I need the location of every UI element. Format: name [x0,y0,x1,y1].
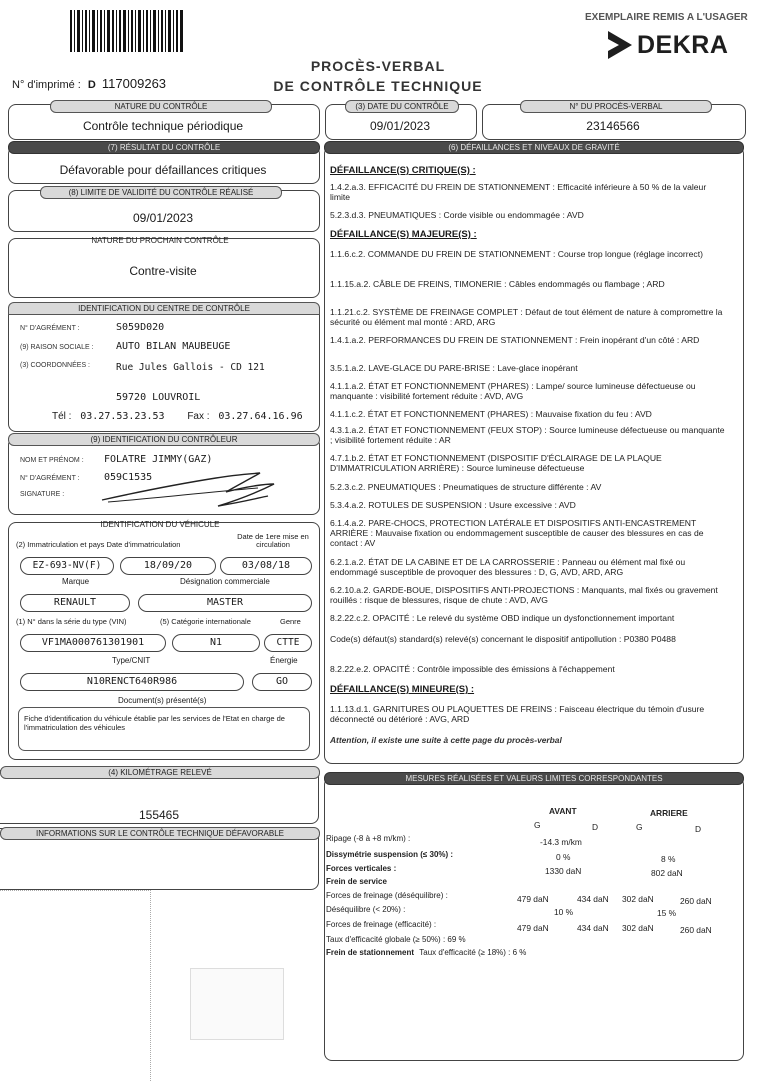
prochain-header: NATURE DU PROCHAIN CONTRÔLE [91,236,229,245]
dissym-arriere: 8 % [661,854,676,864]
majeure-item: 4.1.1.c.2. ÉTAT ET FONCTIONNEMENT (PHARES) : Mauvaise fixation du feu : AVD [330,409,652,419]
date-header: (3) DATE DU CONTRÔLE [345,100,459,113]
centre-raison-value: AUTO BILAN MAUBEUGE [116,341,231,352]
dekra-logo [607,28,728,62]
desequilibre-label: Déséquilibre (< 20%) : [326,905,406,914]
type-value: N10RENCT640R986 [20,673,244,691]
avant-header: AVANT [549,806,577,816]
desequilibre-force-avg: 479 daN [517,894,549,904]
controleur-signature-label: SIGNATURE : [20,491,65,498]
mesures-header: MESURES RÉALISÉES ET VALEURS LIMITES CORRESPONDANTES [324,772,744,785]
forces-vert-avant: 1330 daN [545,866,582,876]
desequilibre-force-arg: 302 daN [622,894,654,904]
kilometrage-header: (4) KILOMÉTRAGE RELEVÉ [0,766,320,779]
resultat-value: Défavorable pour défaillances critiques [59,163,267,177]
centre-coord-label: (3) COORDONNÉES : [20,362,91,369]
energie-label: Énergie [270,656,298,665]
defaillances-header: (6) DÉFAILLANCES ET NIVEAUX DE GRAVITÉ [324,141,744,154]
title-line-2: DE CONTRÔLE TECHNIQUE [273,78,483,94]
desequilibre-force-avd: 434 daN [577,894,609,904]
designation-value: MASTER [138,594,312,612]
date-immat-value: 18/09/20 [120,557,216,575]
tel-label: Tél : [52,411,72,422]
frein-stat-value: Taux d'efficacité (≥ 18%) : 6 % [419,948,527,957]
controleur-nom-value: FOLATRE JIMMY(GAZ) [104,454,213,465]
vehicule-header: IDENTIFICATION DU VÉHICULE [100,520,220,529]
majeure-item: Code(s) défaut(s) standard(s) relevé(s) concernant le dispositif antipollution : P0380 P0488 [330,634,676,644]
documents-label: Document(s) présenté(s) [118,696,207,705]
critique-item: 1.4.2.a.3. EFFICACITÉ DU FREIN DE STATIONNEMENT : Efficacité inférieure à 50 % de la valeur limite [330,182,707,202]
centre-adresse: Rue Jules Gallois - CD 121 [116,362,265,373]
imprime-value: 117009263 [101,76,167,91]
desequilibre-arriere: 15 % [657,908,677,918]
page-title [260,58,496,94]
immat-header: (2) Immatriculation et pays Date d'immatriculation [16,540,181,549]
efficacite-force-avd: 434 daN [577,923,609,933]
fax-label: Fax : [187,411,210,422]
brand-name: DEKRA [637,30,729,59]
critiques-title: DÉFAILLANCE(S) CRITIQUE(S) : [330,165,476,176]
centre-raison-label: (9) RAISON SOCIALE : [20,344,94,351]
majeure-item: 8.2.22.c.2. OPACITÉ : Le relevé du système OBD indique un dysfonctionnement important [330,613,675,623]
fax-value: 03.27.64.16.96 [218,411,303,422]
genre-label: Genre [280,617,301,626]
dekra-chevron-icon [607,30,633,60]
centre-agrement-value: S059D020 [116,322,165,333]
desequilibre-forces-label: Forces de freinage (déséquilibre) : [326,891,448,900]
ripage-value: -14.3 m/km [540,837,582,847]
marque-label: Marque [62,577,90,586]
majeure-item: 4.3.1.a.2. ÉTAT ET FONCTIONNEMENT (FEUX STOP) : Source lumineuse défectueuse ou manquante ; visibilité fortement réduite : AR [330,425,725,445]
kilometrage-value: 155465 [138,808,180,822]
barcode-icon [70,10,185,52]
dissym-avant: 0 % [556,852,571,862]
efficacite-force-arg: 302 daN [622,923,654,933]
majeure-item: 1.4.1.a.2. PERFORMANCES DU FREIN DE STATIONNEMENT : Frein inopérant d'un côté : ARD [330,335,700,345]
arriere-header: ARRIERE [650,808,688,818]
centre-header: IDENTIFICATION DU CENTRE DE CONTRÔLE [8,302,320,315]
categorie-value: N1 [172,634,260,652]
imprime-letter: D [87,79,96,91]
forces-vert-arriere: 802 daN [651,868,683,878]
arriere-g: G [636,822,643,832]
desequilibre-force-ard: 260 daN [680,896,712,906]
nature-header: NATURE DU CONTRÔLE [50,100,272,113]
majeure-item: 4.7.1.b.2. ÉTAT ET FONCTIONNEMENT (DISPOSITIF D'ÉCLAIRAGE DE LA PLAQUE D'IMMATRICULATION ARRIÈRE) : Source lumineuse défectueuse [330,453,662,473]
majeure-item: 3.5.1.a.2. LAVE-GLACE DU PARE-BRISE : Lave-glace inopérant [330,363,578,373]
majeure-item: 8.2.22.e.2. OPACITÉ : Contrôle impossible des émissions à l'échappement [330,664,615,674]
marque-value: RENAULT [20,594,130,612]
date-circ-value: 03/08/18 [220,557,312,575]
imprime-number [12,76,166,91]
energie-value: GO [252,673,312,691]
controleur-header: (9) IDENTIFICATION DU CONTRÔLEUR [8,433,320,446]
centre-ville: 59720 LOUVROIL [116,392,201,403]
barcode [70,10,185,52]
controleur-nom-label: NOM ET PRÉNOM : [20,457,84,464]
majeure-item: 6.2.10.a.2. GARDE-BOUE, DISPOSITIFS ANTI-PROJECTIONS : Manquants, mal fixés ou gravement rouillés : risque de blessures, risque de chute : AVD, AVG [330,585,718,605]
majeure-item: 1.1.6.c.2. COMMANDE DU FREIN DE STATIONNEMENT : Course trop longue (réglage incorrect) [330,249,703,259]
title-line-1: PROCÈS-VERBAL [310,58,446,74]
efficacite-force-ard: 260 daN [680,925,712,935]
resultat-header: (7) RÉSULTAT DU CONTRÔLE [8,141,320,154]
efficacite-forces-label: Forces de freinage (efficacité) : [326,920,437,929]
exemplaire-label: EXEMPLAIRE REMIS A L'USAGER [585,12,748,23]
categorie-label: (5) Catégorie internationale [160,617,251,626]
mineure-item: 1.1.13.d.1. GARNITURES OU PLAQUETTES DE FREINS : Faisceau électrique du témoin d'usure déconnecté ou détérioré : AVG, ARD [330,704,705,724]
vin-label: (1) N° dans la série du type (VIN) [16,617,127,626]
majeure-item: 5.2.3.c.2. PNEUMATIQUES : Pneumatiques de structure différente : AV [330,482,602,492]
documents-value: Fiche d'identification du véhicule établie par les services de l'Etat en charge de l'immatriculation des véhicules [24,714,285,732]
genre-value: CTTE [264,634,312,652]
prochain-value: Contre-visite [129,264,197,278]
date-value: 09/01/2023 [369,119,431,133]
ripage-label: Ripage (-8 à +8 m/km) : [326,834,411,843]
majeure-item: 5.3.4.a.2. ROTULES DE SUSPENSION : Usure excessive : AVD [330,500,576,510]
immat-value: EZ-693-NV(F) [20,557,114,575]
avant-g: G [534,820,541,830]
validite-value: 09/01/2023 [132,211,194,225]
type-label: Type/CNIT [112,656,151,665]
controleur-agrement-label: N° D'AGRÉMENT : [20,475,80,482]
controleur-agrement-value: 059C1535 [104,472,153,483]
mineures-title: DÉFAILLANCE(S) MINEURE(S) : [330,684,475,695]
efficacite-force-avg: 479 daN [517,923,549,933]
frein-stat-label: Frein de stationnement [326,948,415,957]
centre-agrement-label: N° D'AGRÉMENT : [20,325,80,332]
critique-item: 5.2.3.d.3. PNEUMATIQUES : Corde visible ou endommagée : AVD [330,210,584,220]
majeure-item: 6.1.4.a.2. PARE-CHOCS, PROTECTION LATÉRALE ET DISPOSITIFS ANTI-ENCASTREMENT ARRIÈRE : Mauvaise fixation ou endommagement susceptible de causer des blessures en cas de contact : AV [330,518,704,548]
nature-value: Contrôle technique périodique [82,119,244,133]
majeure-item: 1.1.15.a.2. CÂBLE DE FREINS, TIMONERIE : Câbles endommagés ou flambage ; ARD [330,279,665,289]
blank-area-2 [190,968,284,1040]
dissym-label: Dissymétrie suspension (≤ 30%) : [326,850,454,859]
frein-stat [326,948,526,957]
pv-value: 23146566 [586,119,640,133]
desequilibre-avant: 10 % [554,907,574,917]
validite-header: (8) LIMITE DE VALIDITÉ DU CONTRÔLE RÉALISÉ [40,186,282,199]
pv-header: N° DU PROCÈS-VERBAL [520,100,712,113]
taux-global: Taux d'efficacité globale (≥ 50%) : 69 % [326,935,466,944]
vin-value: VF1MA000761301901 [20,634,166,652]
designation-label: Désignation commerciale [180,577,270,586]
tel-value: 03.27.53.23.53 [80,411,165,422]
frein-service-label: Frein de service [326,877,387,886]
signature-icon [98,462,288,510]
forces-vert-label: Forces verticales : [326,864,397,873]
centre-tel [52,411,303,422]
infos-header: INFORMATIONS SUR LE CONTRÔLE TECHNIQUE DÉFAVORABLE [0,827,320,840]
majeure-item: 6.2.1.a.2. ÉTAT DE LA CABINE ET DE LA CARROSSERIE : Panneau ou élément mal fixé ou endommagé susceptible de provoquer des blessures : D, G, AVD, ARD, ARG [330,557,686,577]
avant-d: D [592,822,599,832]
majeures-title: DÉFAILLANCE(S) MAJEURE(S) : [330,229,477,240]
attention-note: Attention, il existe une suite à cette page du procès-verbal [330,735,562,745]
arriere-d: D [695,824,702,834]
blank-area [0,890,151,1081]
imprime-label: N° d'imprimé : [12,79,81,91]
majeure-item: 4.1.1.a.2. ÉTAT ET FONCTIONNEMENT (PHARES) : Lampe/ source lumineuse défectueuse ou manquante : visibilité fortement réduite : AVD, AVG [330,381,696,401]
majeure-item: 1.1.21.c.2. SYSTÈME DE FREINAGE COMPLET : Défaut de tout élément de nature à compromettre la sécurité ou élément mal monté : ARD, ARG [330,307,723,327]
circulation-header: Date de 1ere mise en circulation [237,532,309,549]
